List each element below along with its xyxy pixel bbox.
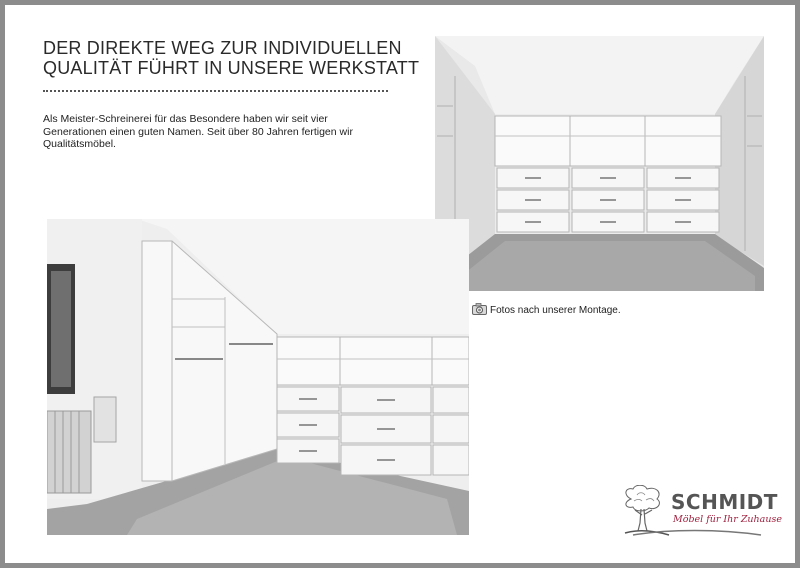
photo-attic-wardrobe-side-image (47, 219, 469, 535)
photo-caption-text: Fotos nach unserer Montage. (490, 305, 621, 316)
headline-line-1: DER DIREKTE WEG ZUR INDIVIDUELLEN (43, 38, 402, 58)
headline (43, 38, 420, 78)
photo-attic-wardrobe-front-image (435, 36, 764, 291)
camera-icon (472, 303, 487, 318)
intro-paragraph: Als Meister-Schreinerei für das Besondere haben wir seit vier Generationen einen guten Namen. Seit über 80 Jahren fertigen wir Qualitätsmöbel. (43, 113, 353, 150)
photo-attic-wardrobe-front (435, 36, 764, 291)
tree-icon (619, 485, 671, 540)
dotted-divider (43, 90, 388, 92)
photo-attic-wardrobe-side (47, 219, 469, 535)
logo-tagline: Möbel für Ihr Zuhause (673, 514, 782, 525)
schmidt-logo (619, 483, 782, 543)
logo-wordmark: SCHMIDT (671, 490, 778, 514)
headline-line-2: QUALITÄT FÜHRT IN UNSERE WERKSTATT (43, 58, 420, 78)
photo-caption (472, 303, 621, 318)
